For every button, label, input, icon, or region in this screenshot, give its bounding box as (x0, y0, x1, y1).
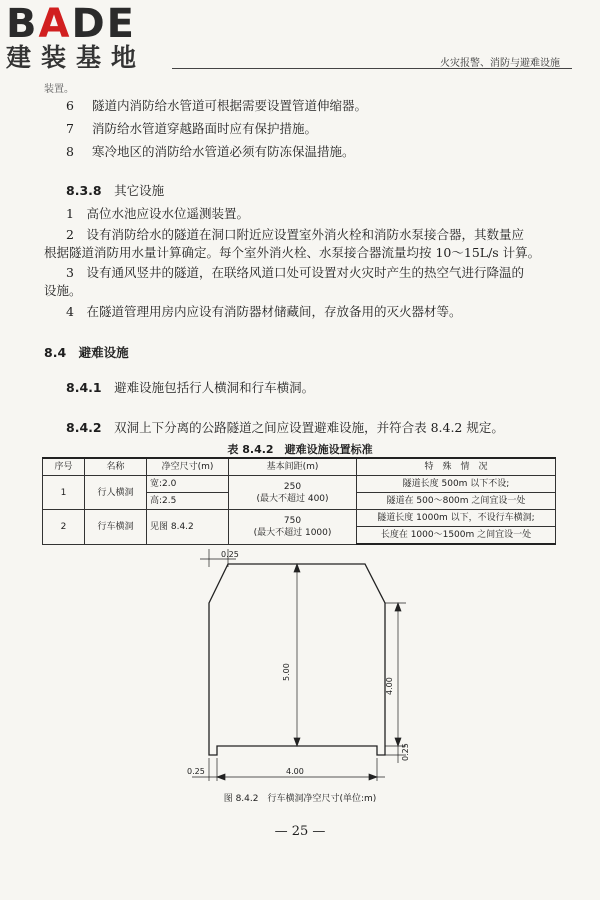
tunnel-cross-section-figure (0, 545, 600, 789)
cell-size: 见图 8.4.2 (147, 510, 229, 545)
section-8-4-2: 8.4.2 双洞上下分离的公路隧道之间应设置避难设施，并符合表 8.4.2 规定。 (66, 420, 504, 435)
col-header: 净空尺寸(m) (147, 458, 229, 476)
standards-table (42, 457, 556, 545)
paragraph: 4 在隧道管理用房内应设有消防器材储藏间，存放备用的灭火器材等。 (66, 304, 462, 319)
paragraph: 设施。 (44, 283, 82, 298)
cell-special: 隧道长度 1000m 以下，不设行车横洞; (357, 510, 556, 527)
dim-label-bottom-curb: 0.25 (187, 767, 205, 776)
cell-spacing: 250 (最大不超过 400) (229, 476, 357, 510)
logo-watermark (6, 1, 176, 72)
col-header: 特 殊 情 况 (357, 458, 556, 476)
cell-size: 高:2.5 (147, 493, 229, 510)
paragraph: 2 设有消防给水的隧道在洞口附近应设置室外消火栓和消防水泵接合器，其数量应 (66, 227, 524, 242)
col-header: 名称 (85, 458, 147, 476)
col-header: 基本间距(m) (229, 458, 357, 476)
paragraph: 1 高位水池应设水位遥测装置。 (66, 206, 249, 221)
table-header-row (43, 458, 556, 476)
dim-label-total-height: 5.00 (282, 663, 291, 681)
cell-name: 行人横洞 (85, 476, 147, 510)
table-row (43, 510, 556, 527)
continued-text-fragment: 装置。 (44, 84, 74, 95)
dim-label-top-chamfer: 0.25 (221, 550, 239, 559)
page-number: — 25 — (274, 824, 326, 839)
logo-subtitle: 建装基地 (6, 43, 147, 72)
cell-special: 长度在 1000～1500m 之间宜设一处 (357, 527, 556, 545)
cell-name: 行车横洞 (85, 510, 147, 545)
section-heading-8-4: 8.4 避难设施 (44, 345, 129, 360)
list-item: 6 隧道内消防给水管道可根据需要设置管道伸缩器。 (66, 98, 368, 113)
table-title: 表 8.4.2 避难设施设置标准 (227, 443, 373, 456)
dim-label-side-height: 4.00 (385, 677, 394, 695)
dim-total-height (294, 564, 300, 746)
header-divider (172, 68, 572, 69)
table-row (43, 476, 556, 493)
section-heading-8-3-8: 8.3.8 其它设施 (66, 183, 165, 198)
paragraph: 根据隧道消防用水量计算确定。每个室外消火栓、水泵接合器流量均按 10～15L/s 计算。 (44, 245, 541, 260)
list-item: 7 消防给水管道穿越路面时应有保护措施。 (66, 121, 318, 136)
cell-size: 宽:2.0 (147, 476, 229, 493)
logo-text: BADE (6, 1, 136, 47)
col-header: 序号 (43, 458, 85, 476)
running-header: 火灾报警、消防与避难设施 (440, 58, 560, 69)
paragraph: 3 设有通风竖井的隧道，在联络风道口处可设置对火灾时产生的热空气进行降温的 (66, 265, 524, 280)
cell-special: 隧道长度 500m 以下不设; (357, 476, 556, 493)
cell-spacing: 750 (最大不超过 1000) (229, 510, 357, 545)
cell-special: 隧道在 500～800m 之间宜设一处 (357, 493, 556, 510)
section-8-4-1: 8.4.1 避难设施包括行人横洞和行车横洞。 (66, 380, 315, 395)
dim-label-width: 4.00 (286, 767, 304, 776)
figure-caption: 图 8.4.2 行车横洞净空尺寸(单位:m) (223, 794, 377, 804)
list-item: 8 寒冷地区的消防给水管道必须有防冻保温措施。 (66, 144, 355, 159)
cell-no: 1 (43, 476, 85, 510)
dim-side-height (385, 603, 406, 746)
cell-no: 2 (43, 510, 85, 545)
dim-label-curb-height: 0.25 (401, 743, 410, 761)
